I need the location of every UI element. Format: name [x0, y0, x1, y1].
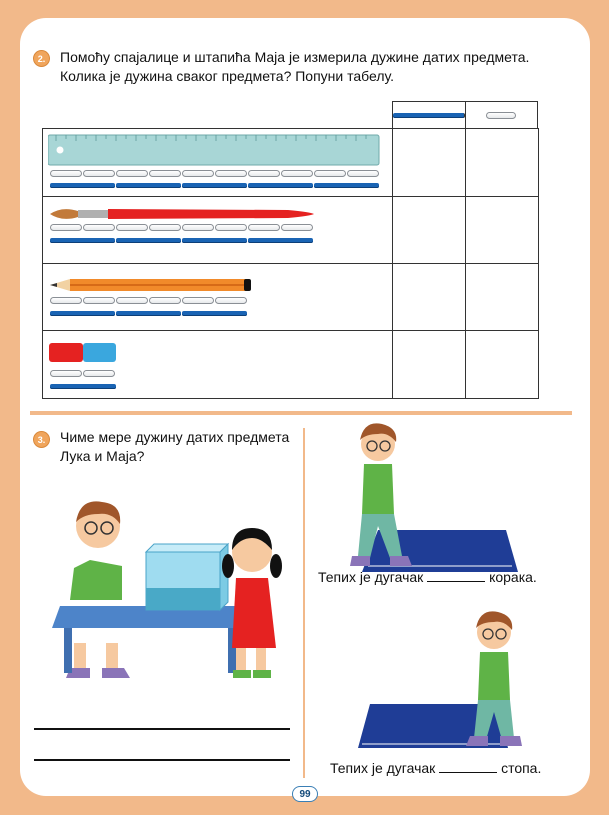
paperclip-icon: [248, 170, 280, 177]
answer-blank-2[interactable]: [439, 772, 497, 773]
paperclip-icon: [83, 370, 115, 377]
stick-icon: [182, 183, 247, 188]
paperclip-icon: [281, 170, 313, 177]
paperclip-icon: [182, 224, 214, 231]
stick-answer-cell[interactable]: [393, 129, 466, 197]
task-2-line-1: Помоћу спајалице и штапића Маја је измерила дужине датих предмета.: [60, 49, 530, 65]
feet-illustration: [354, 596, 550, 756]
aquarium-illustration: [50, 488, 300, 683]
task-3-line-2: Лука и Маја?: [60, 448, 145, 464]
stick-answer-cell[interactable]: [393, 264, 466, 331]
stick-icon: [50, 183, 115, 188]
paperclip-icon: [182, 170, 214, 177]
answer-line-1[interactable]: [34, 728, 290, 730]
ruler-image: [48, 133, 380, 167]
sentence-2: [330, 759, 541, 778]
stick-row: [50, 238, 313, 243]
paperclip-icon: [83, 224, 115, 231]
paperclip-icon: [50, 370, 82, 377]
paperclip-icon: [215, 224, 247, 231]
stick-row: [50, 183, 379, 188]
page-number: 99: [292, 786, 318, 802]
pencil-image: [48, 277, 253, 293]
stick-answer-cell[interactable]: [393, 331, 466, 399]
paperclip-icon: [149, 297, 181, 304]
paperclip-icon: [215, 297, 247, 304]
task-2-number: 2.: [34, 51, 49, 66]
stick-icon: [248, 238, 313, 243]
eraser-image: [48, 342, 118, 364]
stick-icon: [116, 238, 181, 243]
paperclip-icon: [215, 170, 247, 177]
sentence-2-start: Тепих је дугачак: [330, 760, 436, 776]
paperclip-icon: [50, 224, 82, 231]
paperclip-icon: [116, 224, 148, 231]
stick-answer-cell[interactable]: [393, 197, 466, 264]
section-divider: [30, 411, 572, 415]
answer-line-2[interactable]: [34, 759, 290, 761]
stick-icon: [116, 311, 181, 316]
stick-icon: [50, 238, 115, 243]
clip-answer-cell[interactable]: [466, 129, 539, 197]
table-header: [392, 101, 538, 129]
stick-icon: [50, 311, 115, 316]
paperclip-icon: [281, 224, 313, 231]
workbook-page: [20, 18, 590, 800]
answer-blank-1[interactable]: [427, 581, 485, 582]
paperclip-icon: [182, 297, 214, 304]
paperclip-icon: [347, 170, 379, 177]
stick-icon: [248, 183, 313, 188]
paperclip-icon: [116, 297, 148, 304]
paperclip-icon: [83, 170, 115, 177]
sentence-1-start: Тепих је дугачак: [318, 569, 424, 585]
column-divider: [303, 428, 305, 778]
paperclip-icon: [149, 170, 181, 177]
stick-icon: [50, 384, 116, 389]
paperclip-icon: [83, 297, 115, 304]
paperclip-icon: [50, 297, 82, 304]
stick-icon: [314, 183, 379, 188]
clip-answer-cell[interactable]: [466, 197, 539, 264]
paperclip-icon: [314, 170, 346, 177]
stick-icon: [393, 113, 465, 118]
table-row: [43, 331, 539, 399]
stick-icon: [182, 238, 247, 243]
clip-row: [50, 170, 379, 177]
task-2-line-2: Колика је дужина сваког предмета? Попуни табелу.: [60, 68, 394, 84]
steps-illustration: [338, 420, 528, 580]
paperclip-icon: [248, 224, 280, 231]
clip-row: [50, 370, 115, 377]
clip-answer-cell[interactable]: [466, 331, 539, 399]
stick-row: [50, 311, 247, 316]
task-3-number: 3.: [34, 432, 49, 447]
stick-icon: [116, 183, 181, 188]
stick-row: [50, 384, 116, 389]
task-3-line-1: Чиме мере дужину датих предмета: [60, 429, 290, 445]
stick-icon: [182, 311, 247, 316]
header-clip-cell: [466, 102, 538, 129]
paperclip-icon: [486, 112, 516, 119]
clip-answer-cell[interactable]: [466, 264, 539, 331]
sentence-1-end: корака.: [489, 569, 537, 585]
clip-row: [50, 224, 313, 231]
sentence-1: [318, 568, 537, 587]
paperclip-icon: [50, 170, 82, 177]
paintbrush-image: [48, 206, 318, 222]
sentence-2-end: стопа.: [501, 760, 542, 776]
paperclip-icon: [116, 170, 148, 177]
paperclip-icon: [149, 224, 181, 231]
clip-row: [50, 297, 247, 304]
header-stick-cell: [393, 102, 466, 129]
